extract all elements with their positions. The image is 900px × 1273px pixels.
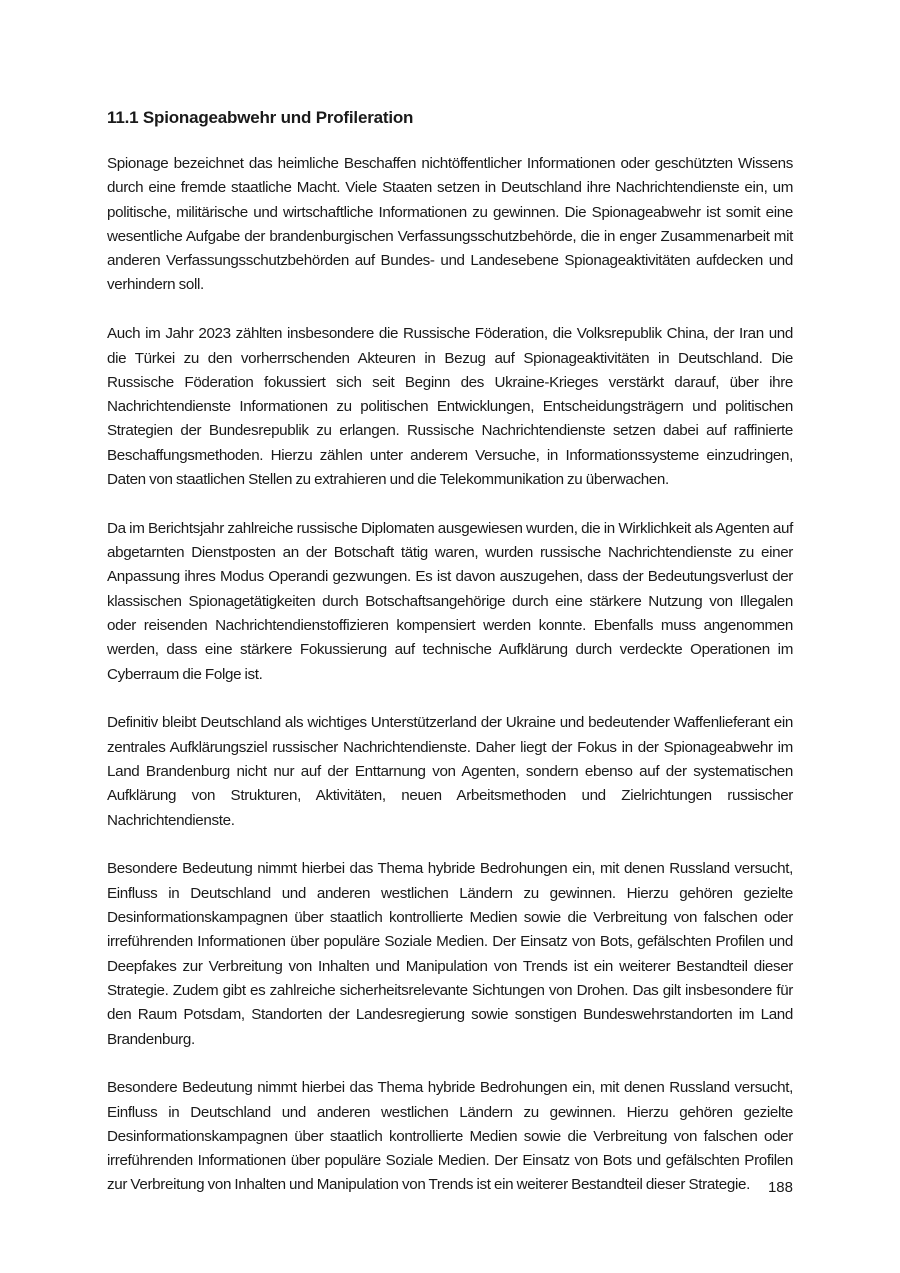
page-number: 188 xyxy=(767,1179,793,1196)
paragraph: Definitiv bleibt Deutschland als wichtiges Unterstützerland der Ukraine und bedeutender Waffenlieferant ein zentrales Aufklärungsziel russischer Nachrichtendienste. Daher liegt der Fokus in der Spionageabwehr im Land Brandenburg nicht nur auf der Enttarnung von Agenten, sondern ebenso auf der systematischen Aufklärung von Strukturen, Aktivitäten, neuen Arbeitsmethoden und Zielrichtungen russischer Nachrichtendienste. xyxy=(107,714,793,829)
body-text xyxy=(107,152,793,1222)
paragraph: Spionage bezeichnet das heimliche Beschaffen nichtöffentlicher Informationen oder geschützten Wissens durch eine fremde staatliche Macht. Viele Staaten setzen in Deutschland ihre Nachrichtendienste ein, um politische, militärische und wirtschaftliche Informationen zu gewinnen. Die Spionageabwehr ist somit eine wesentliche Aufgabe der brandenburgischen Verfassungsschutzbehörde, die in enger Zusammenarbeit mit anderen Verfassungsschutzbehörden auf Bundes- und Landesebene Spionageaktivitäten aufdecken und verhindern soll. xyxy=(107,155,793,294)
paragraph: Besondere Bedeutung nimmt hierbei das Thema hybride Bedrohungen ein, mit denen Russland versucht, Einfluss in Deutschland und anderen westlichen Ländern zu gewinnen. Hierzu gehören gezielte Desinformationskampagnen über staatlich kontrollierte Medien sowie die Verbreitung von falschen oder irreführenden Informationen über populäre Soziale Medien. Der Einsatz von Bots und gefälschten Profilen zur Verbreitung von Inhalten und Manipulation von Trends ist ein weiterer Bestandteil dieser Strategie. xyxy=(107,1079,793,1194)
paragraph: Da im Berichtsjahr zahlreiche russische Diplomaten ausgewiesen wurden, die in Wirklichkeit als Agenten auf abgetarnten Dienstposten an der Botschaft tätig waren, wurden russische Nachrichtendienste zu einer Anpassung ihres Modus Operandi gezwungen. Es ist davon auszugehen, dass der Bedeutungsverlust der klassischen Spionagetätigkeiten durch Botschaftsangehörige durch eine stärkere Nutzung von Illegalen oder reisenden Nachrichtendienstoffizieren kompensiert werden konnte. Ebenfalls muss angenommen werden, dass eine stärkere Fokussierung auf technische Aufklärung durch verdeckte Operationen im Cyberraum die Folge ist. xyxy=(107,519,793,683)
section-title: 11.1 Spionageabwehr und Profileration xyxy=(107,108,414,127)
paragraph: Auch im Jahr 2023 zählten insbesondere die Russische Föderation, die Volksrepublik China, der Iran und die Türkei zu den vorherrschenden Akteuren in Bezug auf Spionageaktivitäten in Deutschland. Die Russische Föderation fokussiert sich seit Beginn des Ukraine-Krieges verstärkt darauf, über ihre Nachrichtendienste Informationen zu politischen Entwicklungen, Entscheidungsträgern und politischen Strategien der Bundesrepublik zu erlangen. Russische Nachrichtendienste setzen dabei auf raffinierte Beschaffungsmethoden. Hierzu zählen unter anderem Versuche, in Informationssysteme einzudringen, Daten von staatlichen Stellen zu extrahieren und die Telekommunikation zu überwachen. xyxy=(107,325,793,489)
paragraph: Besondere Bedeutung nimmt hierbei das Thema hybride Bedrohungen ein, mit denen Russland versucht, Einfluss in Deutschland und anderen westlichen Ländern zu gewinnen. Hierzu gehören gezielte Desinformationskampagnen über staatlich kontrollierte Medien sowie die Verbreitung von falschen oder irreführenden Informationen über populäre Soziale Medien. Der Einsatz von Bots, gefälschten Profilen und Deepfakes zur Verbreitung von Inhalten und Manipulation von Trends ist ein weiterer Bestandteil dieser Strategie. Zudem gibt es zahlreiche sicherheitsrelevante Sichtungen von Drohen. Das gilt insbesondere für den Raum Potsdam, Standorten der Landesregierung sowie sonstigen Bundeswehrstandorten im Land Brandenburg. xyxy=(107,860,793,1048)
